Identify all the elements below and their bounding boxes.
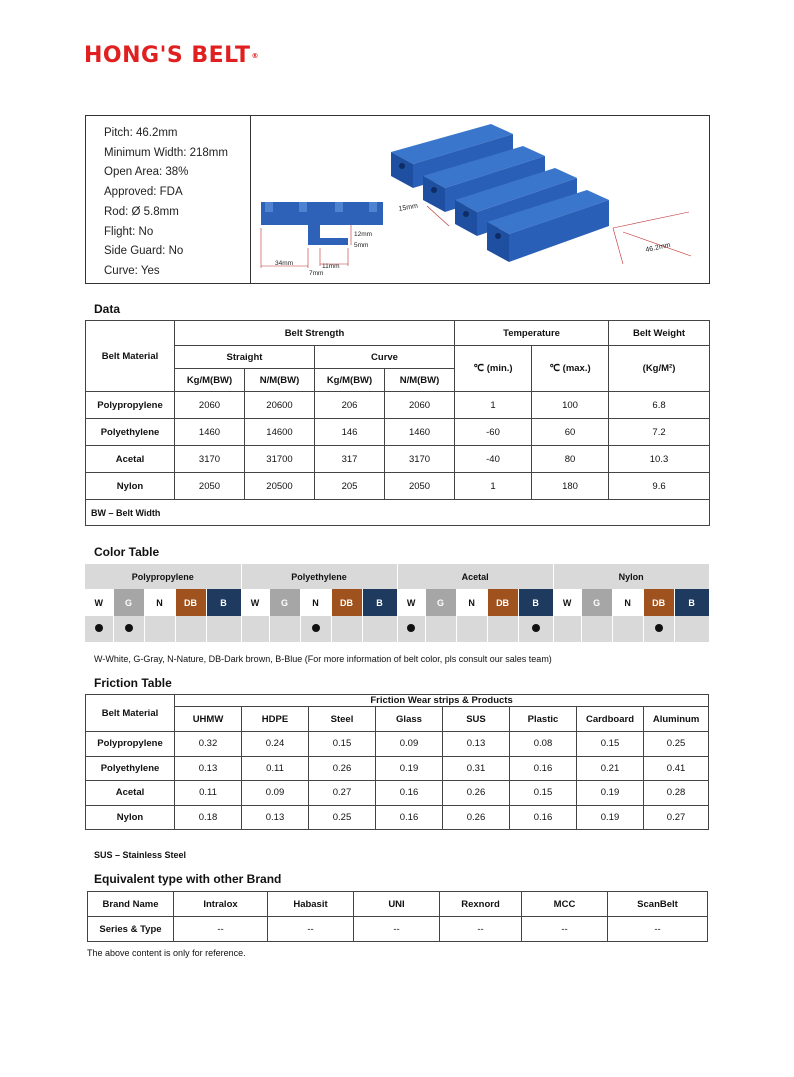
equivalent-table	[87, 891, 708, 942]
equivalent-brands-row	[88, 892, 708, 917]
availability-cell	[553, 616, 581, 642]
brand-mcc: MCC	[522, 892, 608, 917]
brand-habasit: Habasit	[268, 892, 354, 917]
data-cell: 2060	[175, 392, 245, 419]
friction-cell: 0.28	[644, 781, 709, 806]
friction-cell: 0.18	[175, 805, 242, 830]
availability-cell	[456, 616, 487, 642]
registered-mark: ®	[251, 52, 260, 60]
friction-columns-row	[86, 707, 709, 732]
color-group-polypropylene: Polypropylene	[85, 564, 241, 589]
spec-rod: Rod: Ø 5.8mm	[104, 205, 179, 218]
availability-cell	[113, 616, 144, 642]
dim-12mm: 12mm	[354, 231, 373, 238]
data-cell: 14600	[245, 419, 315, 446]
data-cell: 2050	[175, 473, 245, 500]
section-title-data: Data	[94, 302, 121, 316]
available-dot-icon	[655, 624, 663, 632]
brand-scanbelt: ScanBelt	[608, 892, 708, 917]
swatch-db: DB	[643, 589, 674, 616]
color-group-polyethylene: Polyethylene	[241, 564, 397, 589]
friction-col-cardboard: Cardboard	[577, 707, 644, 732]
availability-cell	[581, 616, 612, 642]
swatch-n: N	[612, 589, 643, 616]
spec-flight: Flight: No	[104, 225, 154, 238]
friction-rows	[86, 732, 709, 830]
swatch-b: B	[206, 589, 241, 616]
availability-cell	[518, 616, 553, 642]
friction-cell: 0.25	[309, 805, 376, 830]
availability-cell	[241, 616, 269, 642]
dim-34mm: 34mm	[275, 260, 294, 267]
header-belt-material: Belt Material	[86, 321, 175, 392]
belt-illustration	[251, 116, 709, 283]
spec-open-area: Open Area: 38%	[104, 166, 189, 179]
availability-cell	[331, 616, 362, 642]
availability-cell	[300, 616, 331, 642]
material-name: Polyethylene	[86, 756, 175, 781]
data-row	[86, 392, 710, 419]
material-name: Polypropylene	[86, 732, 175, 757]
data-cell: 6.8	[609, 392, 710, 419]
availability-cell	[175, 616, 206, 642]
data-cell: 80	[532, 446, 609, 473]
availability-cell	[425, 616, 456, 642]
swatch-g: G	[581, 589, 612, 616]
friction-cell: 0.31	[443, 756, 510, 781]
swatch-db: DB	[331, 589, 362, 616]
color-swatches-row	[85, 589, 709, 616]
series-cell: --	[354, 917, 440, 942]
material-name: Nylon	[86, 473, 175, 500]
availability-cell	[362, 616, 397, 642]
friction-col-hdpe: HDPE	[242, 707, 309, 732]
swatch-w: W	[241, 589, 269, 616]
material-name: Acetal	[86, 781, 175, 806]
friction-row	[86, 756, 709, 781]
available-dot-icon	[532, 624, 540, 632]
dim-5mm: 5mm	[354, 242, 369, 249]
data-cell: 7.2	[609, 419, 710, 446]
swatch-db: DB	[175, 589, 206, 616]
friction-row	[86, 805, 709, 830]
availability-cell	[269, 616, 300, 642]
spec-approved: Approved: FDA	[104, 186, 183, 199]
friction-cell: 0.19	[577, 805, 644, 830]
header-weight-unit: (Kg/M²)	[609, 346, 710, 392]
data-row	[86, 473, 710, 500]
friction-cell: 0.08	[510, 732, 577, 757]
section-title-friction: Friction Table	[94, 676, 172, 690]
data-cell: 60	[532, 419, 609, 446]
friction-cell: 0.15	[510, 781, 577, 806]
data-cell: 100	[532, 392, 609, 419]
header-straight: Straight	[175, 346, 315, 369]
color-availability-row	[85, 616, 709, 642]
belt-width-note: BW – Belt Width	[86, 500, 710, 526]
series-cell: --	[440, 917, 522, 942]
data-cell: 1	[455, 473, 532, 500]
data-cell: 10.3	[609, 446, 710, 473]
spec-box	[85, 115, 710, 284]
dim-46-2mm: 46.2mm	[644, 241, 672, 254]
data-cell: 205	[315, 473, 385, 500]
friction-cell: 0.27	[644, 805, 709, 830]
friction-cell: 0.09	[376, 732, 443, 757]
data-cell: 2060	[385, 392, 455, 419]
header-curve: Curve	[315, 346, 455, 369]
friction-cell: 0.16	[510, 805, 577, 830]
availability-cell	[206, 616, 241, 642]
spec-curve: Curve: Yes	[104, 264, 160, 277]
data-cell: 1460	[385, 419, 455, 446]
availability-cell	[674, 616, 709, 642]
swatch-w: W	[85, 589, 113, 616]
friction-cell: 0.27	[309, 781, 376, 806]
availability-cell	[397, 616, 425, 642]
data-cell: -60	[455, 419, 532, 446]
friction-cell: 0.26	[443, 781, 510, 806]
data-table	[85, 320, 710, 526]
friction-cell: 0.26	[309, 756, 376, 781]
brand-logo-text: HONG'S BELT	[84, 43, 251, 68]
data-cell: 20500	[245, 473, 315, 500]
friction-cell: 0.41	[644, 756, 709, 781]
friction-cell: 0.11	[175, 781, 242, 806]
series-type-label: Series & Type	[88, 917, 174, 942]
material-name: Polypropylene	[86, 392, 175, 419]
friction-cell: 0.25	[644, 732, 709, 757]
friction-col-uhmw: UHMW	[175, 707, 242, 732]
header-temp-min: ℃ (min.)	[455, 346, 532, 392]
friction-cell: 0.16	[510, 756, 577, 781]
series-cell: --	[268, 917, 354, 942]
friction-header-belt-material: Belt Material	[86, 695, 175, 732]
data-row	[86, 419, 710, 446]
header-curve-nm: N/M(BW)	[385, 369, 455, 392]
material-name: Polyethylene	[86, 419, 175, 446]
friction-cell: 0.32	[175, 732, 242, 757]
header-belt-strength: Belt Strength	[175, 321, 455, 346]
brand-intralox: Intralox	[174, 892, 268, 917]
data-row	[86, 446, 710, 473]
data-cell: 3170	[385, 446, 455, 473]
data-cell: 1	[455, 392, 532, 419]
brand-name-label: Brand Name	[88, 892, 174, 917]
header-temp-max: ℃ (max.)	[532, 346, 609, 392]
color-legend-note: W-White, G-Gray, N-Nature, DB-Dark brown, B-Blue (For more information of belt color, pls consult our sales team)	[94, 654, 552, 664]
section-title-equivalent: Equivalent type with other Brand	[94, 872, 282, 886]
reference-note: The above content is only for reference.	[87, 948, 246, 958]
friction-cell: 0.13	[175, 756, 242, 781]
available-dot-icon	[407, 624, 415, 632]
brand-rexnord: Rexnord	[440, 892, 522, 917]
friction-cell: 0.13	[242, 805, 309, 830]
color-groups-row	[85, 564, 709, 589]
color-table	[85, 564, 710, 642]
series-cell: --	[174, 917, 268, 942]
swatch-b: B	[518, 589, 553, 616]
friction-cell: 0.21	[577, 756, 644, 781]
spec-pitch: Pitch: 46.2mm	[104, 127, 178, 139]
data-cell: 317	[315, 446, 385, 473]
friction-cell: 0.24	[242, 732, 309, 757]
data-cell: 2050	[385, 473, 455, 500]
sus-note: SUS – Stainless Steel	[94, 850, 187, 860]
friction-row	[86, 781, 709, 806]
dim-11mm: 11mm	[322, 263, 340, 270]
brand-uni: UNI	[354, 892, 440, 917]
friction-cell: 0.16	[376, 781, 443, 806]
friction-col-plastic: Plastic	[510, 707, 577, 732]
swatch-b: B	[362, 589, 397, 616]
profile-section	[261, 202, 383, 277]
dim-15mm: 15mm	[398, 202, 419, 213]
brand-logo	[84, 43, 259, 69]
series-cell: --	[608, 917, 708, 942]
friction-col-glass: Glass	[376, 707, 443, 732]
color-group-acetal: Acetal	[397, 564, 553, 589]
swatch-n: N	[300, 589, 331, 616]
header-belt-weight: Belt Weight	[609, 321, 710, 346]
swatch-n: N	[456, 589, 487, 616]
swatch-db: DB	[487, 589, 518, 616]
swatch-b: B	[674, 589, 709, 616]
friction-cell: 0.13	[443, 732, 510, 757]
friction-cell: 0.11	[242, 756, 309, 781]
spec-min-width: Minimum Width: 218mm	[104, 146, 228, 159]
swatch-g: G	[113, 589, 144, 616]
friction-header-main: Friction Wear strips & Products	[175, 695, 709, 707]
friction-cell: 0.26	[443, 805, 510, 830]
spec-side-guard: Side Guard: No	[104, 245, 184, 258]
spec-list	[86, 116, 251, 283]
header-temperature: Temperature	[455, 321, 609, 346]
swatch-w: W	[397, 589, 425, 616]
series-cell: --	[522, 917, 608, 942]
availability-cell	[612, 616, 643, 642]
data-cell: 180	[532, 473, 609, 500]
material-name: Acetal	[86, 446, 175, 473]
swatch-w: W	[553, 589, 581, 616]
data-cell: 3170	[175, 446, 245, 473]
availability-cell	[643, 616, 674, 642]
friction-cell: 0.19	[376, 756, 443, 781]
friction-col-steel: Steel	[309, 707, 376, 732]
color-group-nylon: Nylon	[553, 564, 709, 589]
header-straight-nm: N/M(BW)	[245, 369, 315, 392]
data-cell: -40	[455, 446, 532, 473]
belt-drawing	[251, 116, 709, 283]
data-cell: 206	[315, 392, 385, 419]
swatch-n: N	[144, 589, 175, 616]
data-rows	[86, 392, 710, 500]
friction-cell: 0.19	[577, 781, 644, 806]
dim-7mm: 7mm	[309, 270, 324, 277]
availability-cell	[144, 616, 175, 642]
material-name: Nylon	[86, 805, 175, 830]
data-cell: 20600	[245, 392, 315, 419]
friction-cell: 0.16	[376, 805, 443, 830]
friction-col-sus: SUS	[443, 707, 510, 732]
data-cell: 31700	[245, 446, 315, 473]
friction-col-aluminum: Aluminum	[644, 707, 709, 732]
data-cell: 1460	[175, 419, 245, 446]
equivalent-series-row	[88, 917, 708, 942]
header-straight-kg: Kg/M(BW)	[175, 369, 245, 392]
available-dot-icon	[312, 624, 320, 632]
availability-cell	[487, 616, 518, 642]
header-curve-kg: Kg/M(BW)	[315, 369, 385, 392]
available-dot-icon	[125, 624, 133, 632]
friction-cell: 0.09	[242, 781, 309, 806]
available-dot-icon	[95, 624, 103, 632]
belt-modules	[391, 124, 691, 264]
swatch-g: G	[425, 589, 456, 616]
friction-cell: 0.15	[309, 732, 376, 757]
friction-table	[85, 694, 709, 830]
data-cell: 9.6	[609, 473, 710, 500]
friction-row	[86, 732, 709, 757]
availability-cell	[85, 616, 113, 642]
section-title-color: Color Table	[94, 545, 160, 559]
swatch-g: G	[269, 589, 300, 616]
data-cell: 146	[315, 419, 385, 446]
friction-cell: 0.15	[577, 732, 644, 757]
